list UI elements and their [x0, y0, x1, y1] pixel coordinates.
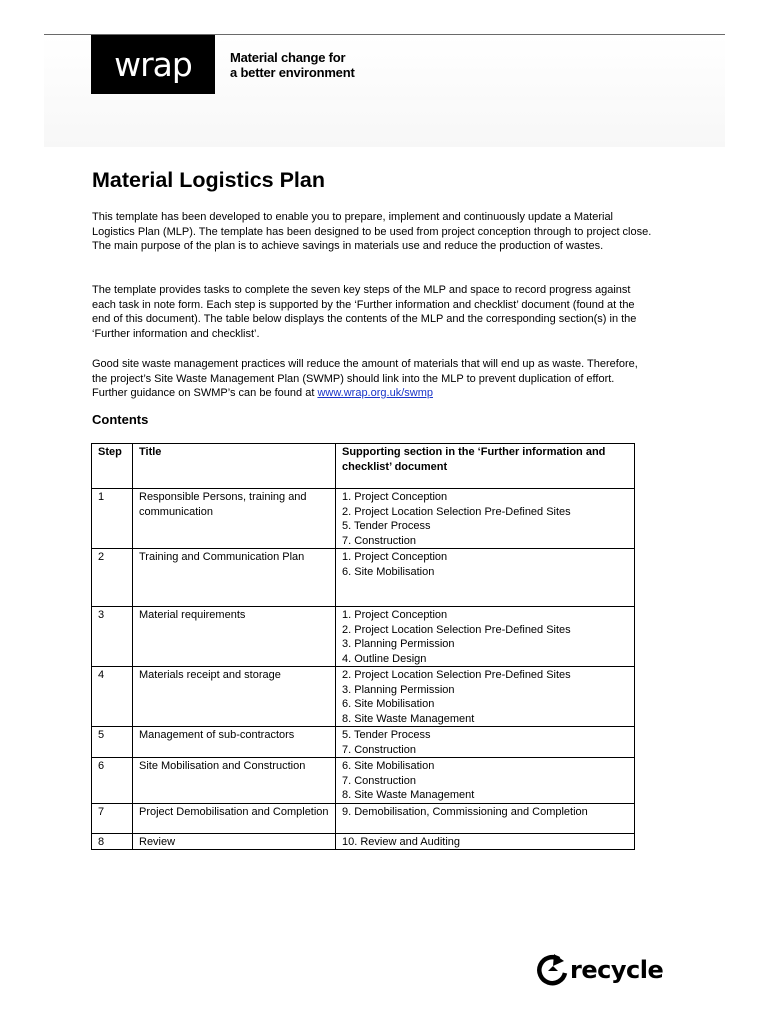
row-sections [336, 727, 635, 758]
section-item: 1. Project Conception [342, 551, 448, 563]
header-title: Title [133, 444, 336, 489]
section-item: 5. Tender Process [342, 729, 431, 741]
row-sections [336, 607, 635, 667]
wrap-logo [91, 35, 215, 94]
recycle-text: recycle [570, 956, 664, 984]
wrap-logo-text: wrap [114, 45, 192, 84]
section-item: 8. Site Waste Management [342, 789, 475, 801]
header-section: Supporting section in the ‘Further information and checklist’ document [336, 444, 635, 489]
tagline-line-1: Material change for [230, 50, 346, 65]
section-item: 4. Outline Design [342, 652, 427, 665]
section-item: 7. Construction [342, 774, 416, 787]
row-step: 5 [92, 727, 133, 758]
table-row [92, 549, 635, 607]
table-row [92, 833, 635, 850]
tagline [230, 50, 355, 80]
row-sections [336, 833, 635, 850]
contents-heading: Contents [92, 412, 149, 427]
table-body [92, 489, 635, 850]
row-sections [336, 489, 635, 549]
row-sections [336, 549, 635, 607]
table-row [92, 489, 635, 549]
row-title: Management of sub-contractors [133, 727, 336, 758]
table-header-row [92, 444, 635, 489]
section-item: 1. Project Conception [342, 491, 448, 503]
row-step: 8 [92, 833, 133, 850]
row-step: 2 [92, 549, 133, 607]
recycle-logo [537, 953, 663, 987]
row-title: Review [133, 833, 336, 850]
table-row [92, 803, 635, 833]
section-item: 7. Construction [342, 743, 416, 756]
section-item: 3. Planning Permission [342, 683, 455, 696]
section-item: 6. Site Mobilisation [342, 565, 435, 578]
section-item: 2. Project Location Selection Pre-Defined Sites [342, 669, 571, 681]
section-item: 10. Review and Auditing [342, 835, 461, 848]
row-title: Site Mobilisation and Construction [133, 758, 336, 804]
contents-table [91, 443, 635, 850]
row-title: Training and Communication Plan [133, 549, 336, 607]
section-item: 1. Project Conception [342, 609, 448, 621]
table-row [92, 607, 635, 667]
table-row [92, 667, 635, 727]
section-item: 2. Project Location Selection Pre-Defined Sites [342, 623, 571, 636]
swmp-paragraph [92, 357, 652, 401]
page-title: Material Logistics Plan [92, 168, 325, 192]
section-item: 6. Site Mobilisation [342, 698, 435, 710]
section-item: 7. Construction [342, 534, 416, 547]
row-sections [336, 803, 635, 833]
row-title: Material requirements [133, 607, 336, 667]
row-step: 6 [92, 758, 133, 804]
section-item: 9. Demobilisation, Commissioning and Completion [342, 805, 588, 818]
row-step: 4 [92, 667, 133, 727]
row-title: Project Demobilisation and Completion [133, 803, 336, 833]
recycle-arrow-icon [537, 953, 569, 987]
tagline-line-2: a better environment [230, 65, 355, 80]
section-item: 5. Tender Process [342, 520, 431, 532]
swmp-paragraph-text: Good site waste management practices will reduce the amount of materials that will end up as waste. Therefore, the project’s Site Waste Management Plan (SWMP) should link into the MLP to prevent duplication of effort. Further guidance on SWMP’s can be found at [92, 358, 638, 399]
section-item: 3. Planning Permission [342, 638, 455, 650]
row-step: 7 [92, 803, 133, 833]
section-item: 8. Site Waste Management [342, 712, 475, 725]
header-step: Step [92, 444, 133, 489]
section-item: 2. Project Location Selection Pre-Defined Sites [342, 505, 571, 518]
template-paragraph: The template provides tasks to complete the seven key steps of the MLP and space to record progress against each task in note form. Each step is supported by the ‘Further information and checklist’ document (found at the end of this document). The table below displays the contents of the MLP and the corresponding section(s) in the ‘Further information and checklist’. [92, 284, 637, 340]
table-row [92, 758, 635, 804]
table-row [92, 727, 635, 758]
row-title: Responsible Persons, training and communication [133, 489, 336, 549]
row-step: 1 [92, 489, 133, 549]
row-sections [336, 667, 635, 727]
intro-paragraph: This template has been developed to enable you to prepare, implement and continuously update a Material Logistics Plan (MLP). The template has been designed to be used from project conception through to project close. The main purpose of the plan is to achieve savings in materials use and reduce the production of wastes. [92, 211, 652, 252]
section-item: 6. Site Mobilisation [342, 760, 435, 772]
row-sections [336, 758, 635, 804]
row-title: Materials receipt and storage [133, 667, 336, 727]
row-step: 3 [92, 607, 133, 667]
swmp-link[interactable]: www.wrap.org.uk/swmp [317, 387, 433, 399]
